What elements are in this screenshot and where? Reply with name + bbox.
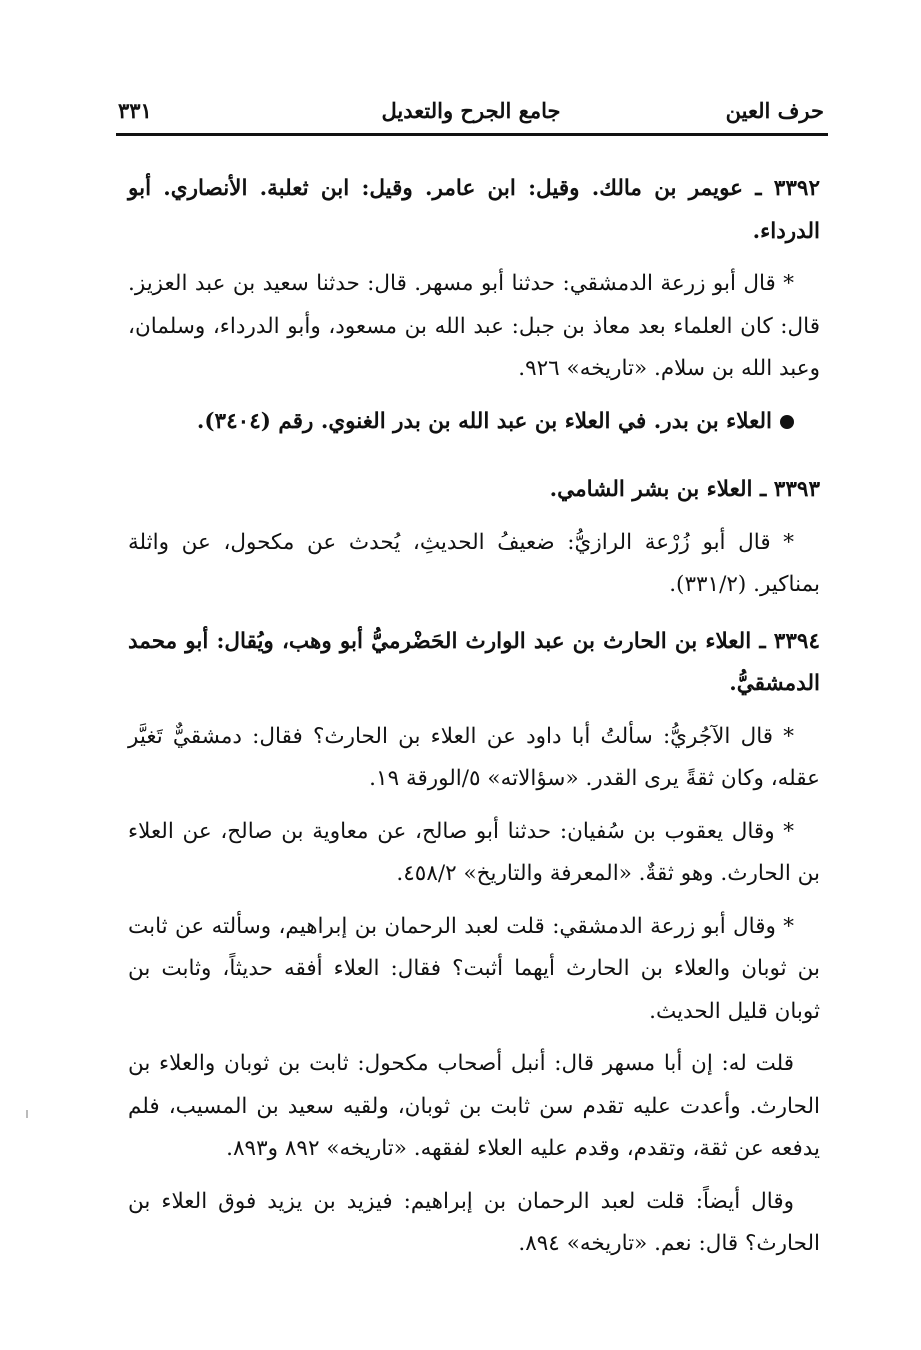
entry-title: ٣٣٩٢ ـ عويمر بن مالك. وقيل: ابن عامر. وقيل: ابن ثعلبة. الأنصاري. أبو الدرداء. xyxy=(128,176,820,244)
page-number: ٣٣١ xyxy=(118,98,152,123)
margin-mark xyxy=(26,1110,28,1118)
entry-quote: * قال أبو زرعة الدمشقي: حدثنا أبو مسهر. قال: حدثنا سعيد بن عبد العزيز. قال: كان العلماء بعد معاذ بن جبل: عبد الله بن مسعود، وأبو الدرداء، وسلمان، وعبد الله بن سلام. «تاريخه» ٩٢٦. xyxy=(128,271,820,381)
entry-paragraph: وقال أيضاً: قلت لعبد الرحمان بن إبراهيم: فيزيد بن يزيد فوق العلاء بن الحارث؟ قال: نعم. «تاريخه» ٨٩٤. xyxy=(128,1188,820,1256)
entry-title: ٣٣٩٣ ـ العلاء بن بشر الشامي. xyxy=(549,477,820,502)
page-body xyxy=(128,168,820,1276)
cross-reference-text: العلاء بن بدر. في العلاء بن عبد الله بن بدر الغنوي. رقم (٣٤٠٤). xyxy=(196,408,772,434)
entry-paragraph: قلت له: إن أبا مسهر قال: أنبل أصحاب مكحول: ثابت بن ثوبان والعلاء بن الحارث. وأعدت عليه تقدم سن ثابت بن ثوبان، ولقيه سعيد بن المسيب، فلم يدفعه عن ثقة، وتقدم، وقدم عليه العلاء لفقهه. «تاريخه» ٨٩٢ و٨٩٣. xyxy=(128,1051,820,1161)
header-book-title: جامع الجرح والتعديل xyxy=(381,98,561,123)
entry-quote: * وقال يعقوب بن سُفيان: حدثنا أبو صالح، عن معاوية بن صالح، عن العلاء بن الحارث. وهو ثقةٌ. «المعرفة والتاريخ» ٤٥٨/٢. xyxy=(128,818,820,886)
header-chapter-title: حرف العين xyxy=(725,98,824,123)
bullet-dot-icon xyxy=(780,415,794,429)
header-rule xyxy=(116,133,828,136)
entry-quote: * قال الآجُريُّ: سألتُ أبا داود عن العلاء بن الحارث؟ فقال: دمشقيٌّ تَغيَّر عقله، وكان ثقةً يرى القدر. «سؤالاته» ٥/الورقة ١٩. xyxy=(128,723,820,791)
entry-title: ٣٣٩٤ ـ العلاء بن الحارث بن عبد الوارث الحَضْرميُّ أبو وهب، ويُقال: أبو محمد الدمشقيُّ. xyxy=(128,628,820,696)
entry-quote: * وقال أبو زرعة الدمشقي: قلت لعبد الرحمان بن إبراهيم، وسألته عن ثابت بن ثوبان والعلاء بن الحارث أيهما أثبت؟ فقال: العلاء أفقه حديثاً، وثابت بن ثوبان قليل الحديث. xyxy=(128,913,820,1024)
running-header xyxy=(118,92,824,132)
cross-reference xyxy=(128,401,820,444)
entry-quote: * قال أبو زُرْعة الرازيُّ: ضعيفُ الحديثِ، يُحدث عن مكحول، عن واثلة بمناكير. (٣٣١/٢). xyxy=(128,529,820,597)
